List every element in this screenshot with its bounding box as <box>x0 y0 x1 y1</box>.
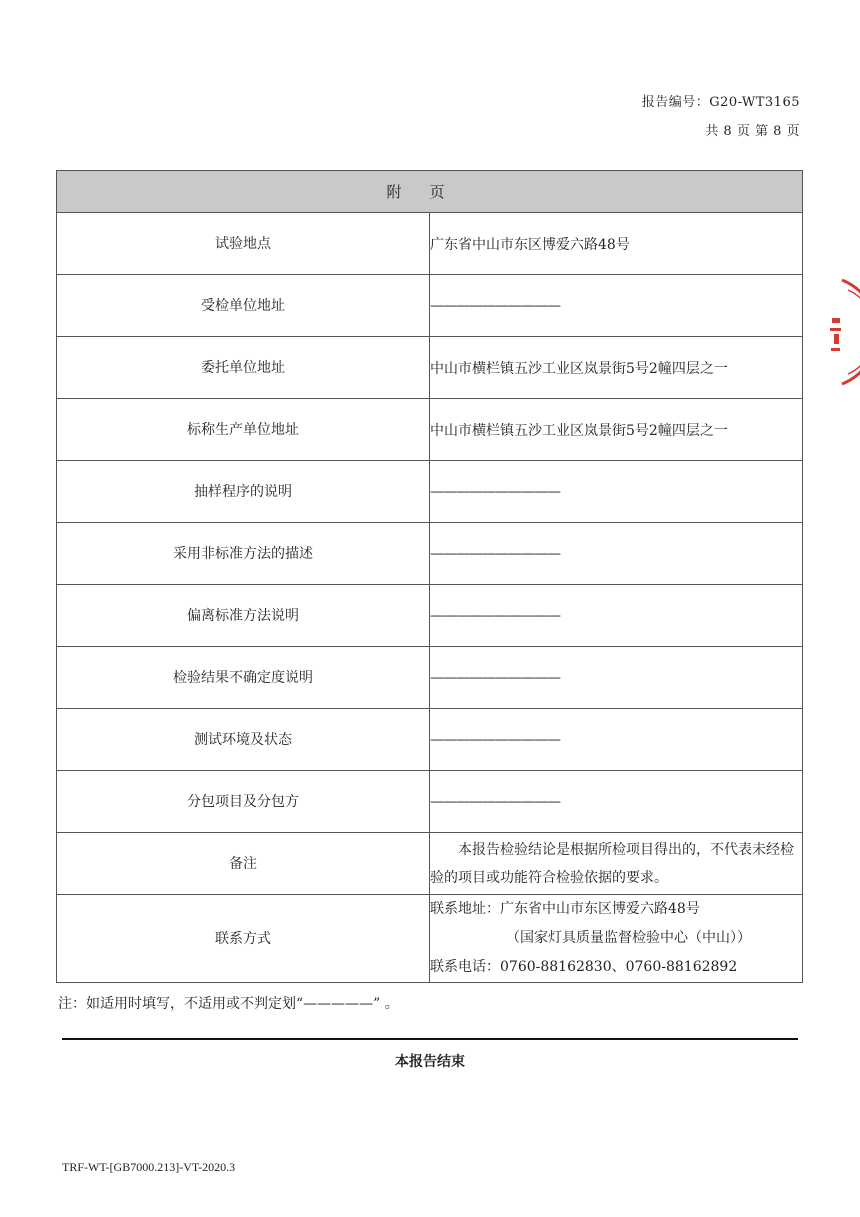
remark-value: 本报告检验结论是根据所检项目得出的，不代表未经检验的项目或功能符合检验依据的要求。 <box>430 833 803 895</box>
contact-address: 联系地址：广东省中山市东区博爱六路48号 <box>430 901 700 917</box>
row-label: 试验地点 <box>57 213 430 275</box>
table-row <box>57 709 803 771</box>
page-number: 共 8 页 第 8 页 <box>705 124 800 139</box>
row-value: —————————— <box>430 461 803 523</box>
row-label: 采用非标准方法的描述 <box>57 523 430 585</box>
row-value: 中山市横栏镇五沙工业区岚景街5号2幢四层之一 <box>430 399 803 461</box>
appendix-table <box>56 170 803 983</box>
table-title: 附页 <box>57 171 803 213</box>
table-row <box>57 337 803 399</box>
row-label: 委托单位地址 <box>57 337 430 399</box>
row-value: —————————— <box>430 585 803 647</box>
row-label: 检验结果不确定度说明 <box>57 647 430 709</box>
row-label: 偏离标准方法说明 <box>57 585 430 647</box>
contact-org: （国家灯具质量监督检验中心（中山）） <box>506 930 751 946</box>
contact-label: 联系方式 <box>57 895 430 983</box>
end-of-report: 本报告结束 <box>395 1054 465 1070</box>
row-value: 中山市横栏镇五沙工业区岚景街5号2幢四层之一 <box>430 337 803 399</box>
table-row <box>57 461 803 523</box>
form-code: TRF-WT-[GB7000.213]-VT-2020.3 <box>62 1160 236 1174</box>
row-value: —————————— <box>430 647 803 709</box>
remark-label: 备注 <box>57 833 430 895</box>
row-value: 广东省中山市东区博爱六路48号 <box>430 213 803 275</box>
row-value: —————————— <box>430 709 803 771</box>
remark-row <box>57 833 803 895</box>
row-label: 测试环境及状态 <box>57 709 430 771</box>
report-number: 报告编号：G20-WT3165 <box>641 95 800 110</box>
table-row <box>57 771 803 833</box>
table-row <box>57 585 803 647</box>
row-value: —————————— <box>430 523 803 585</box>
table-row <box>57 213 803 275</box>
footnote: 注：如适用时填写，不适用或不判定划“—————” 。 <box>58 996 399 1012</box>
seal-stamp-icon <box>822 272 860 392</box>
table-row <box>57 647 803 709</box>
table-row <box>57 399 803 461</box>
contact-phone: 联系电话：0760-88162830、0760-88162892 <box>430 959 738 975</box>
row-label: 抽样程序的说明 <box>57 461 430 523</box>
row-value: —————————— <box>430 275 803 337</box>
table-row <box>57 275 803 337</box>
row-label: 分包项目及分包方 <box>57 771 430 833</box>
table-row <box>57 523 803 585</box>
contact-row <box>57 895 803 983</box>
row-label: 标称生产单位地址 <box>57 399 430 461</box>
row-value: —————————— <box>430 771 803 833</box>
divider <box>62 1038 798 1040</box>
row-label: 受检单位地址 <box>57 275 430 337</box>
